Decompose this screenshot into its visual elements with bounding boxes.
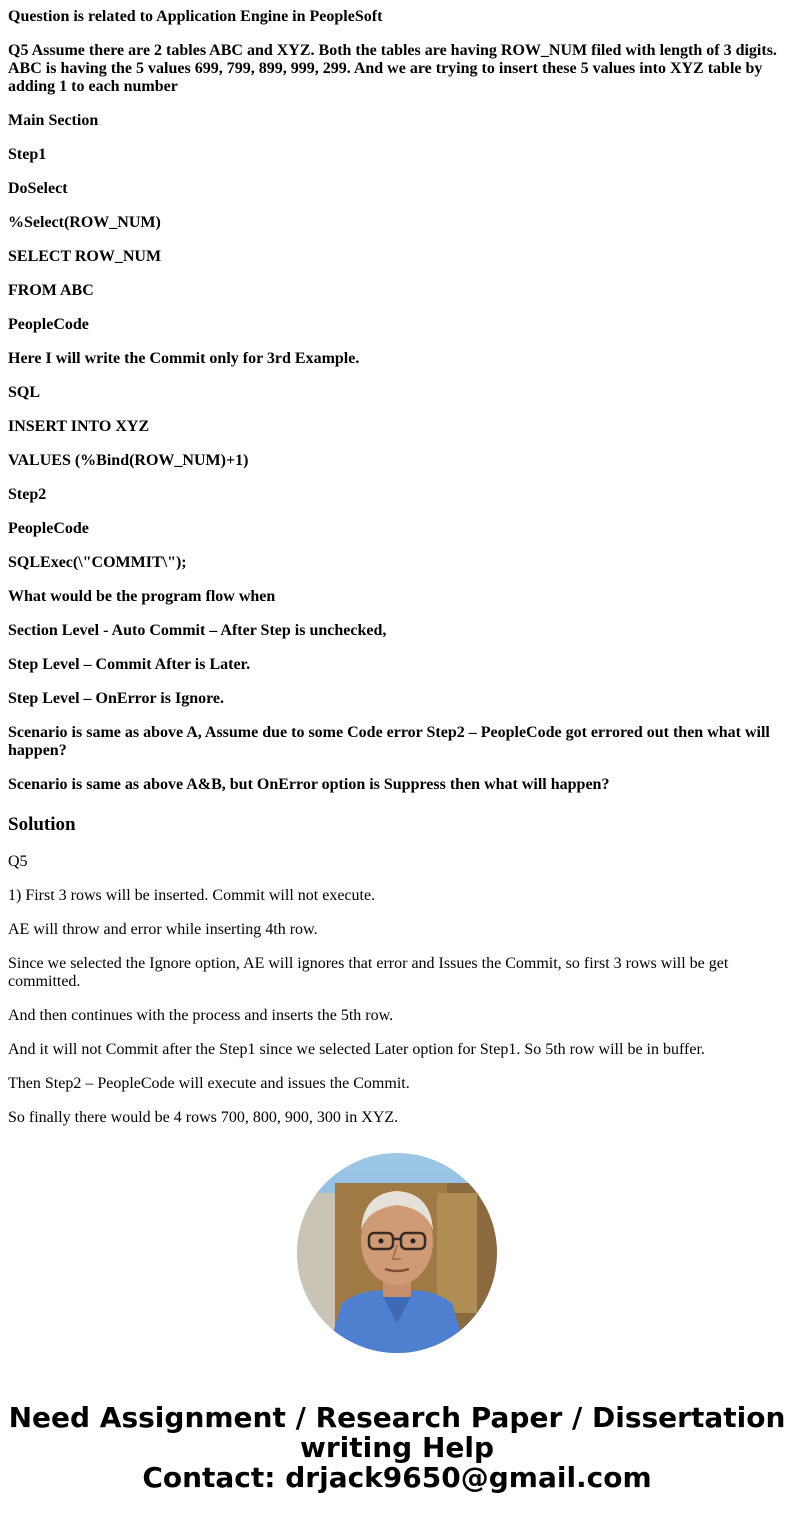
- question-line: Step Level – OnError is Ignore.: [8, 690, 224, 707]
- question-line: Here I will write the Commit only for 3rd Example.: [8, 350, 360, 367]
- author-photo: [297, 1153, 497, 1353]
- question-line: SELECT ROW_NUM: [8, 248, 162, 265]
- question-line: Section Level - Auto Commit – After Step is unchecked,: [8, 622, 387, 639]
- question-line: What would be the program flow when: [8, 588, 276, 605]
- question-line: SQLExec(\"COMMIT\");: [8, 554, 187, 571]
- promo-line: Need Assignment / Research Paper / Dissertation: [8, 1401, 786, 1434]
- question-line: Scenario is same as above A, Assume due to some Code error Step2 – PeopleCode got errored out then what will happen?: [8, 724, 770, 759]
- question-line: FROM ABC: [8, 282, 94, 299]
- question-line: Scenario is same as above A&B, but OnError option is Suppress then what will happen?: [8, 776, 610, 793]
- solution-line: Q5: [8, 853, 28, 870]
- solution-line: Since we selected the Ignore option, AE will ignores that error and Issues the Commit, so first 3 rows will be get committed.: [8, 955, 729, 990]
- question-line: Step1: [8, 146, 47, 163]
- question-line: PeopleCode: [8, 520, 89, 537]
- question-title: Question is related to Application Engine in PeopleSoft: [8, 8, 383, 25]
- promo-line: writing Help: [299, 1431, 495, 1464]
- solution-heading: Solution: [8, 814, 76, 835]
- solution-line: And it will not Commit after the Step1 since we selected Later option for Step1. So 5th row will be in buffer.: [8, 1041, 705, 1058]
- question-line: VALUES (%Bind(ROW_NUM)+1): [8, 452, 249, 469]
- question-line: Step2: [8, 486, 47, 503]
- solution-line: Then Step2 – PeopleCode will execute and issues the Commit.: [8, 1075, 410, 1092]
- question-line: Step Level – Commit After is Later.: [8, 656, 251, 673]
- question-line: Main Section: [8, 112, 99, 129]
- promo-banner: [0, 1403, 794, 1493]
- author-avatar: [297, 1153, 497, 1353]
- question-line: SQL: [8, 384, 41, 401]
- solution-line: And then continues with the process and inserts the 5th row.: [8, 1007, 394, 1024]
- question-line: INSERT INTO XYZ: [8, 418, 150, 435]
- question-line: %Select(ROW_NUM): [8, 214, 161, 231]
- solution-line: So finally there would be 4 rows 700, 800, 900, 300 in XYZ.: [8, 1109, 399, 1126]
- promo-contact: Contact: drjack9650@gmail.com: [142, 1461, 652, 1494]
- solution-line: 1) First 3 rows will be inserted. Commit will not execute.: [8, 887, 376, 904]
- question-intro: Q5 Assume there are 2 tables ABC and XYZ. Both the tables are having ROW_NUM filed with length of 3 digits. ABC is having the 5 values 699, 799, 899, 999, 299. And we are trying to insert these 5 values into XYZ table by adding 1 to each number: [8, 42, 777, 95]
- question-line: DoSelect: [8, 180, 68, 197]
- question-line: PeopleCode: [8, 316, 89, 333]
- solution-line: AE will throw and error while inserting 4th row.: [8, 921, 318, 938]
